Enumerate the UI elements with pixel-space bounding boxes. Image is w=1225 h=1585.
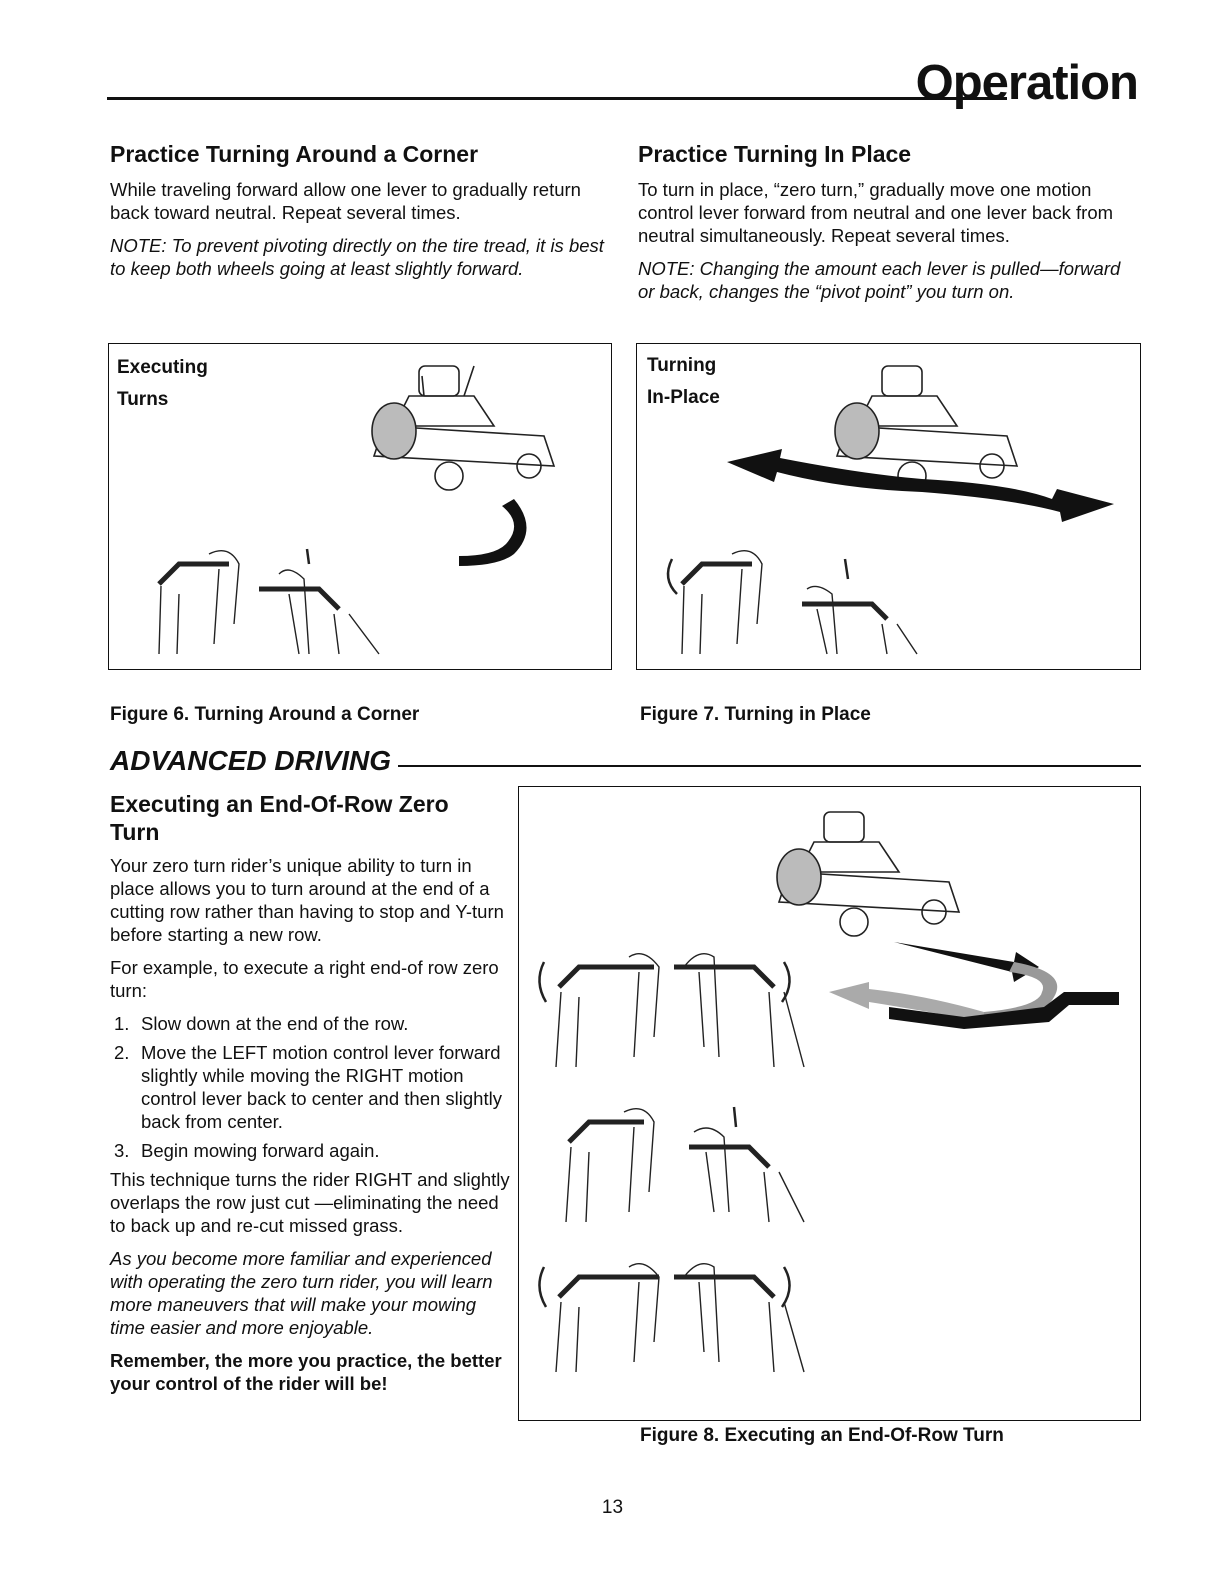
- advanced-section: [110, 790, 512, 1395]
- left-note: NOTE: To prevent pivoting directly on the tire tread, it is best to keep both wheels going at least slightly forward.: [110, 235, 604, 279]
- lever-hands-both-forward-illustration: [534, 947, 814, 1072]
- advanced-reminder: Remember, the more you practice, the better your control of the rider will be!: [110, 1350, 502, 1394]
- figure-8: [518, 786, 1141, 1421]
- advanced-title: ADVANCED DRIVING: [110, 745, 392, 776]
- advanced-rule: [398, 765, 1141, 767]
- lever-hands-illustration: [662, 544, 922, 664]
- end-of-row-arrow-icon: [824, 937, 1124, 1037]
- right-section: [638, 140, 1128, 303]
- left-body: While traveling forward allow one lever to gradually return back toward neutral. Repeat several times.: [110, 179, 581, 223]
- lever-hands-neutral-illustration: [534, 1252, 814, 1377]
- right-body: To turn in place, “zero turn,” gradually move one motion control lever forward from neutral and one lever back from neutral simultaneously. Repeat several times.: [638, 179, 1114, 246]
- turn-arrow-icon: [454, 494, 544, 574]
- lever-hands-turn-illustration: [534, 1102, 814, 1227]
- list-item: 2. Move the LEFT motion control lever forward slightly while moving the RIGHT motion control lever back to center and then slightly back from center.: [114, 1042, 502, 1132]
- page-number: 13: [601, 1497, 624, 1518]
- advanced-result: This technique turns the rider RIGHT and slightly overlaps the row just cut —eliminating the need to back up and re-cut missed grass.: [110, 1169, 510, 1236]
- header-rule: [107, 97, 1007, 100]
- list-item: 1. Slow down at the end of the row.: [114, 1013, 409, 1034]
- right-note: NOTE: Changing the amount each lever is pulled—forward or back, changes the “pivot point” you turn on.: [638, 258, 1121, 302]
- right-heading: Practice Turning In Place: [638, 141, 912, 167]
- advanced-subheading: Executing an End-Of-Row Zero Turn: [110, 791, 449, 845]
- figure-7-label-1: Turning: [647, 355, 717, 376]
- figure-6-label-1: Executing: [117, 357, 208, 378]
- figure-6-caption: Figure 6. Turning Around a Corner: [110, 704, 420, 725]
- mower-illustration: [769, 802, 969, 952]
- figure-6: [108, 343, 612, 670]
- lever-hands-illustration: [139, 544, 399, 664]
- steps-list: [110, 1012, 512, 1162]
- section-title: Operation: [915, 56, 1138, 110]
- figure-7-caption: Figure 7. Turning in Place: [640, 704, 871, 725]
- left-section: [110, 140, 615, 280]
- advanced-italic-note: As you become more familiar and experienced with operating the zero turn rider, you will learn more maneuvers that will make your mowing time easier and more enjoyable.: [110, 1248, 493, 1338]
- figure-6-label-2: Turns: [117, 389, 169, 410]
- advanced-example: For example, to execute a right end-of row zero turn:: [110, 957, 499, 1001]
- figure-7: [636, 343, 1141, 670]
- pivot-arrow-icon: [722, 444, 1117, 524]
- left-heading: Practice Turning Around a Corner: [110, 141, 479, 167]
- figure-7-label-2: In-Place: [647, 387, 720, 408]
- mower-illustration: [364, 356, 564, 506]
- advanced-intro: Your zero turn rider’s unique ability to turn in place allows you to turn around at the end of a cutting row rather than having to stop and Y-turn before starting a new row.: [110, 855, 504, 945]
- list-item: 3. Begin mowing forward again.: [114, 1140, 380, 1161]
- figure-8-caption: Figure 8. Executing an End-Of-Row Turn: [640, 1425, 1004, 1446]
